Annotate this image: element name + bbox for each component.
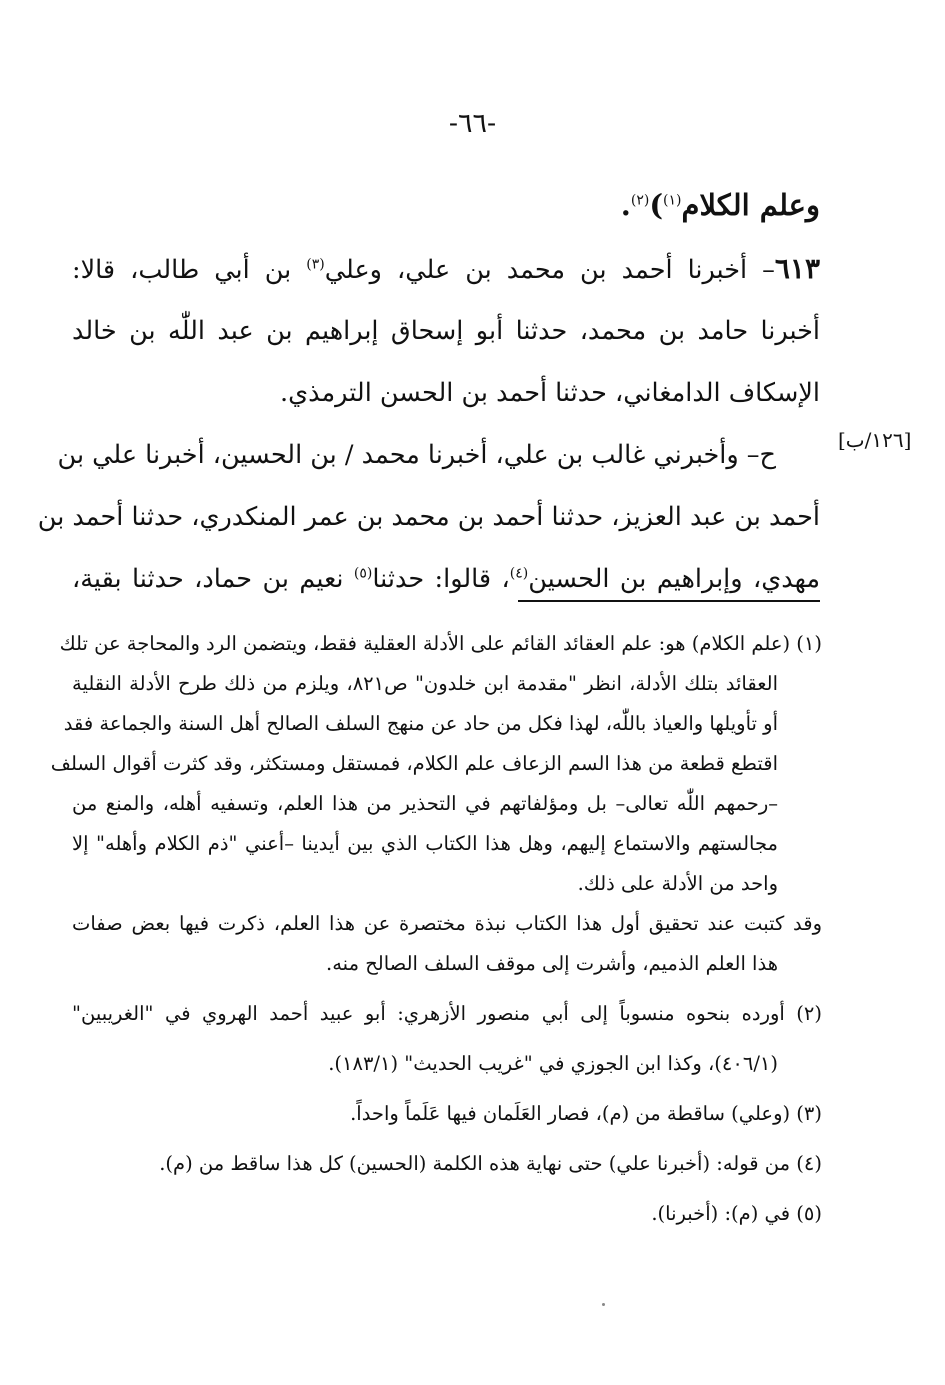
- body-line-3: الإسكاف الدامغاني، حدثنا أحمد بن الحسن الترمذي.: [280, 378, 820, 408]
- footnote-1-line-3: أو تأويلها والعياذ باللّٰه، لهذا فكل من حاد عن منهج السلف الصالح أهل السنة والجماعة فقد: [63, 712, 778, 735]
- footnote-ref-4: (٤): [509, 565, 529, 582]
- scan-speck: [602, 1303, 605, 1306]
- footnote-ref-3: (٣): [306, 256, 325, 273]
- footnote-separator: [518, 600, 820, 602]
- footnote-2-line-2: (٤٠٦/١)، وكذا ابن الجوزي في "غريب الحديث" (١٨٣/١).: [328, 1052, 778, 1075]
- footnote-4: (٤) من قوله: (أخبرنا علي) حتى نهاية هذه الكلمة (الحسين) كل هذا ساقط من (م).: [159, 1152, 822, 1175]
- footnote-1-line-1: (١) (علم الكلام) هو: علم العقائد القائم على الأدلة العقلية فقط، ويتضمن الرد والمحاجة عن تلك: [59, 632, 822, 655]
- footnote-1-line-8: وقد كتبت عند تحقيق أول هذا الكتاب نبذة مختصرة عن هذا العلم، ذكرت فيها بعض صفات: [72, 912, 822, 935]
- footnote-1-line-2: العقائد بتلك الأدلة، انظر "مقدمة ابن خلدون" ص٨٢١، ويلزم من ذلك طرح الأدلة النقلية: [72, 672, 778, 695]
- footnote-5: (٥) في (م): (أخبرنا).: [651, 1202, 822, 1225]
- heading-end: .: [620, 188, 631, 222]
- body-line-1: ٦١٣– أخبرنا أحمد بن محمد بن علي، وعلي$^{(٣)}$ بن أبي طالب، قالا:: [72, 252, 820, 285]
- body-line-5: أحمد بن عبد العزيز، حدثنا أحمد بن محمد بن عمر المنكدري، حدثنا أحمد بن: [37, 502, 820, 532]
- footnote-1-line-9: هذا العلم الذميم، وأشرت إلى موقف السلف الصالح منه.: [326, 952, 778, 975]
- heading-text: وعلم الكلام: [681, 188, 820, 222]
- footnote-3: (٣) (وعلي) ساقطة من (م)، فصار العَلَمان فيها عَلَماً واحداً.: [350, 1102, 822, 1125]
- page-number: -٦٦-: [448, 108, 497, 139]
- section-heading: [72, 188, 820, 222]
- footnote-ref-1: (١): [663, 192, 682, 209]
- footnote-2-line-1: (٢) أورده بنحوه منسوباً إلى أبي منصور الأزهري: أبو عبيد أحمد الهروي في "الغريبين": [72, 1002, 822, 1025]
- footnote-ref-5: (٥): [353, 565, 373, 582]
- body-line-2: أخبرنا حامد بن محمد، حدثنا أبو إسحاق إبراهيم بن عبد اللّٰه بن خالد: [72, 316, 820, 346]
- manuscript-folio-ref: [١٢٦/ب]: [838, 428, 912, 452]
- item-number: ٦١٣: [774, 252, 820, 285]
- footnote-1-line-6: مجالستهم والاستماع إليهم، وهل هذا الكتاب الذي بين أيدينا –أعني "ذم الكلام وأهله" إلا: [72, 832, 778, 855]
- main-text: [37, 238, 821, 610]
- heading-close: ): [649, 188, 664, 222]
- footnote-1-line-7: واحد من الأدلة على ذلك.: [577, 872, 778, 895]
- footnote-ref-2: (٢): [630, 192, 650, 209]
- footnotes: [50, 624, 822, 1234]
- footnote-1-line-4: اقتطع قطعة من هذا السم الزعاف علم الكلام، فمستقل ومستكثر، وقد كثرت أقوال السلف: [50, 752, 778, 775]
- body-line-6: مهدي، وإبراهيم بن الحسين$^{(٤)}$، قالوا: حدثنا$^{(٥)}$ نعيم بن حماد، حدثنا بقية،: [72, 564, 821, 594]
- body-line-4: ح– وأخبرني غالب بن علي، أخبرنا محمد / بن الحسين، أخبرنا علي بن: [57, 440, 776, 470]
- footnote-1-line-5: –رحمهم اللّٰه تعالى– بل ومؤلفاتهم في التحذير من هذا العلم، وتسفيه أهله، والمنع من: [72, 792, 778, 815]
